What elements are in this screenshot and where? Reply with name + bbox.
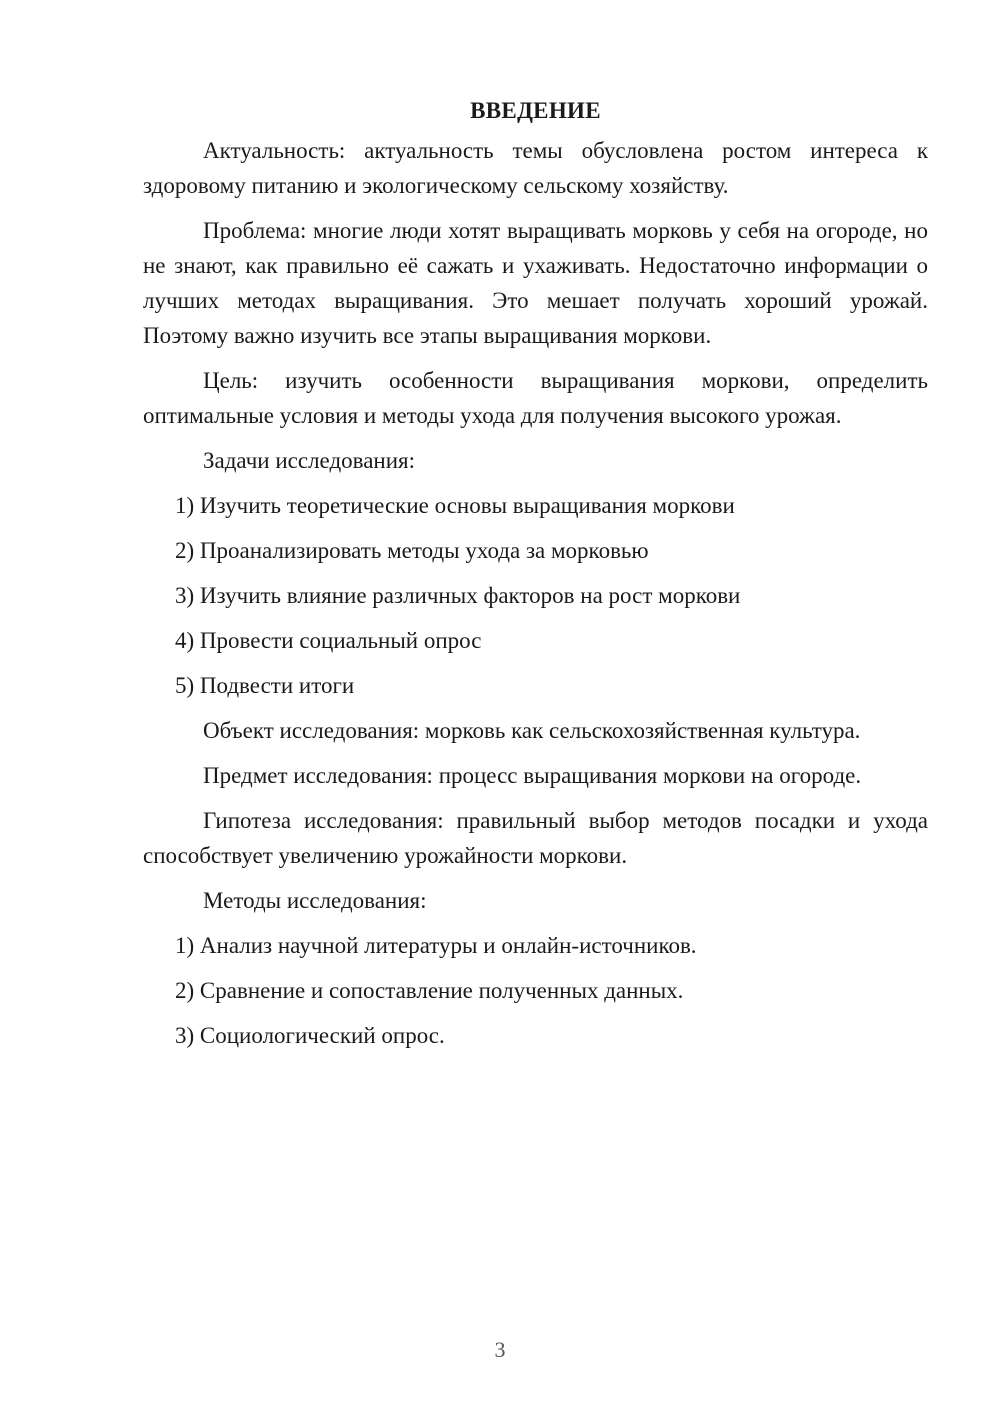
subject-paragraph: Предмет исследования: процесс выращивания моркови на огороде. [203,763,862,788]
object-paragraph: Объект исследования: морковь как сельскохозяйственная культура. [203,718,861,743]
problem-paragraph: Проблема: многие люди хотят выращивать морковь у себя на огороде, но не знают, как правильно её сажать и ухаживать. Недостаточно информации о лучших методах выращивания. Это мешает получать хороший урожай. Поэтому важно изучить все этапы выращивания моркови. [143,218,928,348]
method-item: 3) Социологический опрос. [175,1023,445,1048]
task-item: 5) Подвести итоги [175,673,355,698]
task-item: 2) Проанализировать методы ухода за морковью [175,538,649,563]
task-item: 1) Изучить теоретические основы выращивания моркови [175,493,735,518]
tasks-heading: Задачи исследования: [203,448,416,473]
methods-heading: Методы исследования: [203,888,427,913]
goal-paragraph: Цель: изучить особенности выращивания моркови, определить оптимальные условия и методы ухода для получения высокого урожая. [143,368,928,428]
page-number: 3 [494,1337,506,1362]
relevance-paragraph: Актуальность: актуальность темы обусловлена ростом интереса к здоровому питанию и экологическому сельскому хозяйству. [143,138,928,198]
page-content [143,93,928,1063]
hypothesis-paragraph: Гипотеза исследования: правильный выбор методов посадки и ухода способствует увеличению урожайности моркови. [143,808,928,868]
method-item: 2) Сравнение и сопоставление полученных данных. [175,978,684,1003]
section-title: ВВЕДЕНИЕ [470,98,601,123]
task-item: 3) Изучить влияние различных факторов на рост моркови [175,583,741,608]
method-item: 1) Анализ научной литературы и онлайн-источников. [175,933,697,958]
task-item: 4) Провести социальный опрос [175,628,482,653]
